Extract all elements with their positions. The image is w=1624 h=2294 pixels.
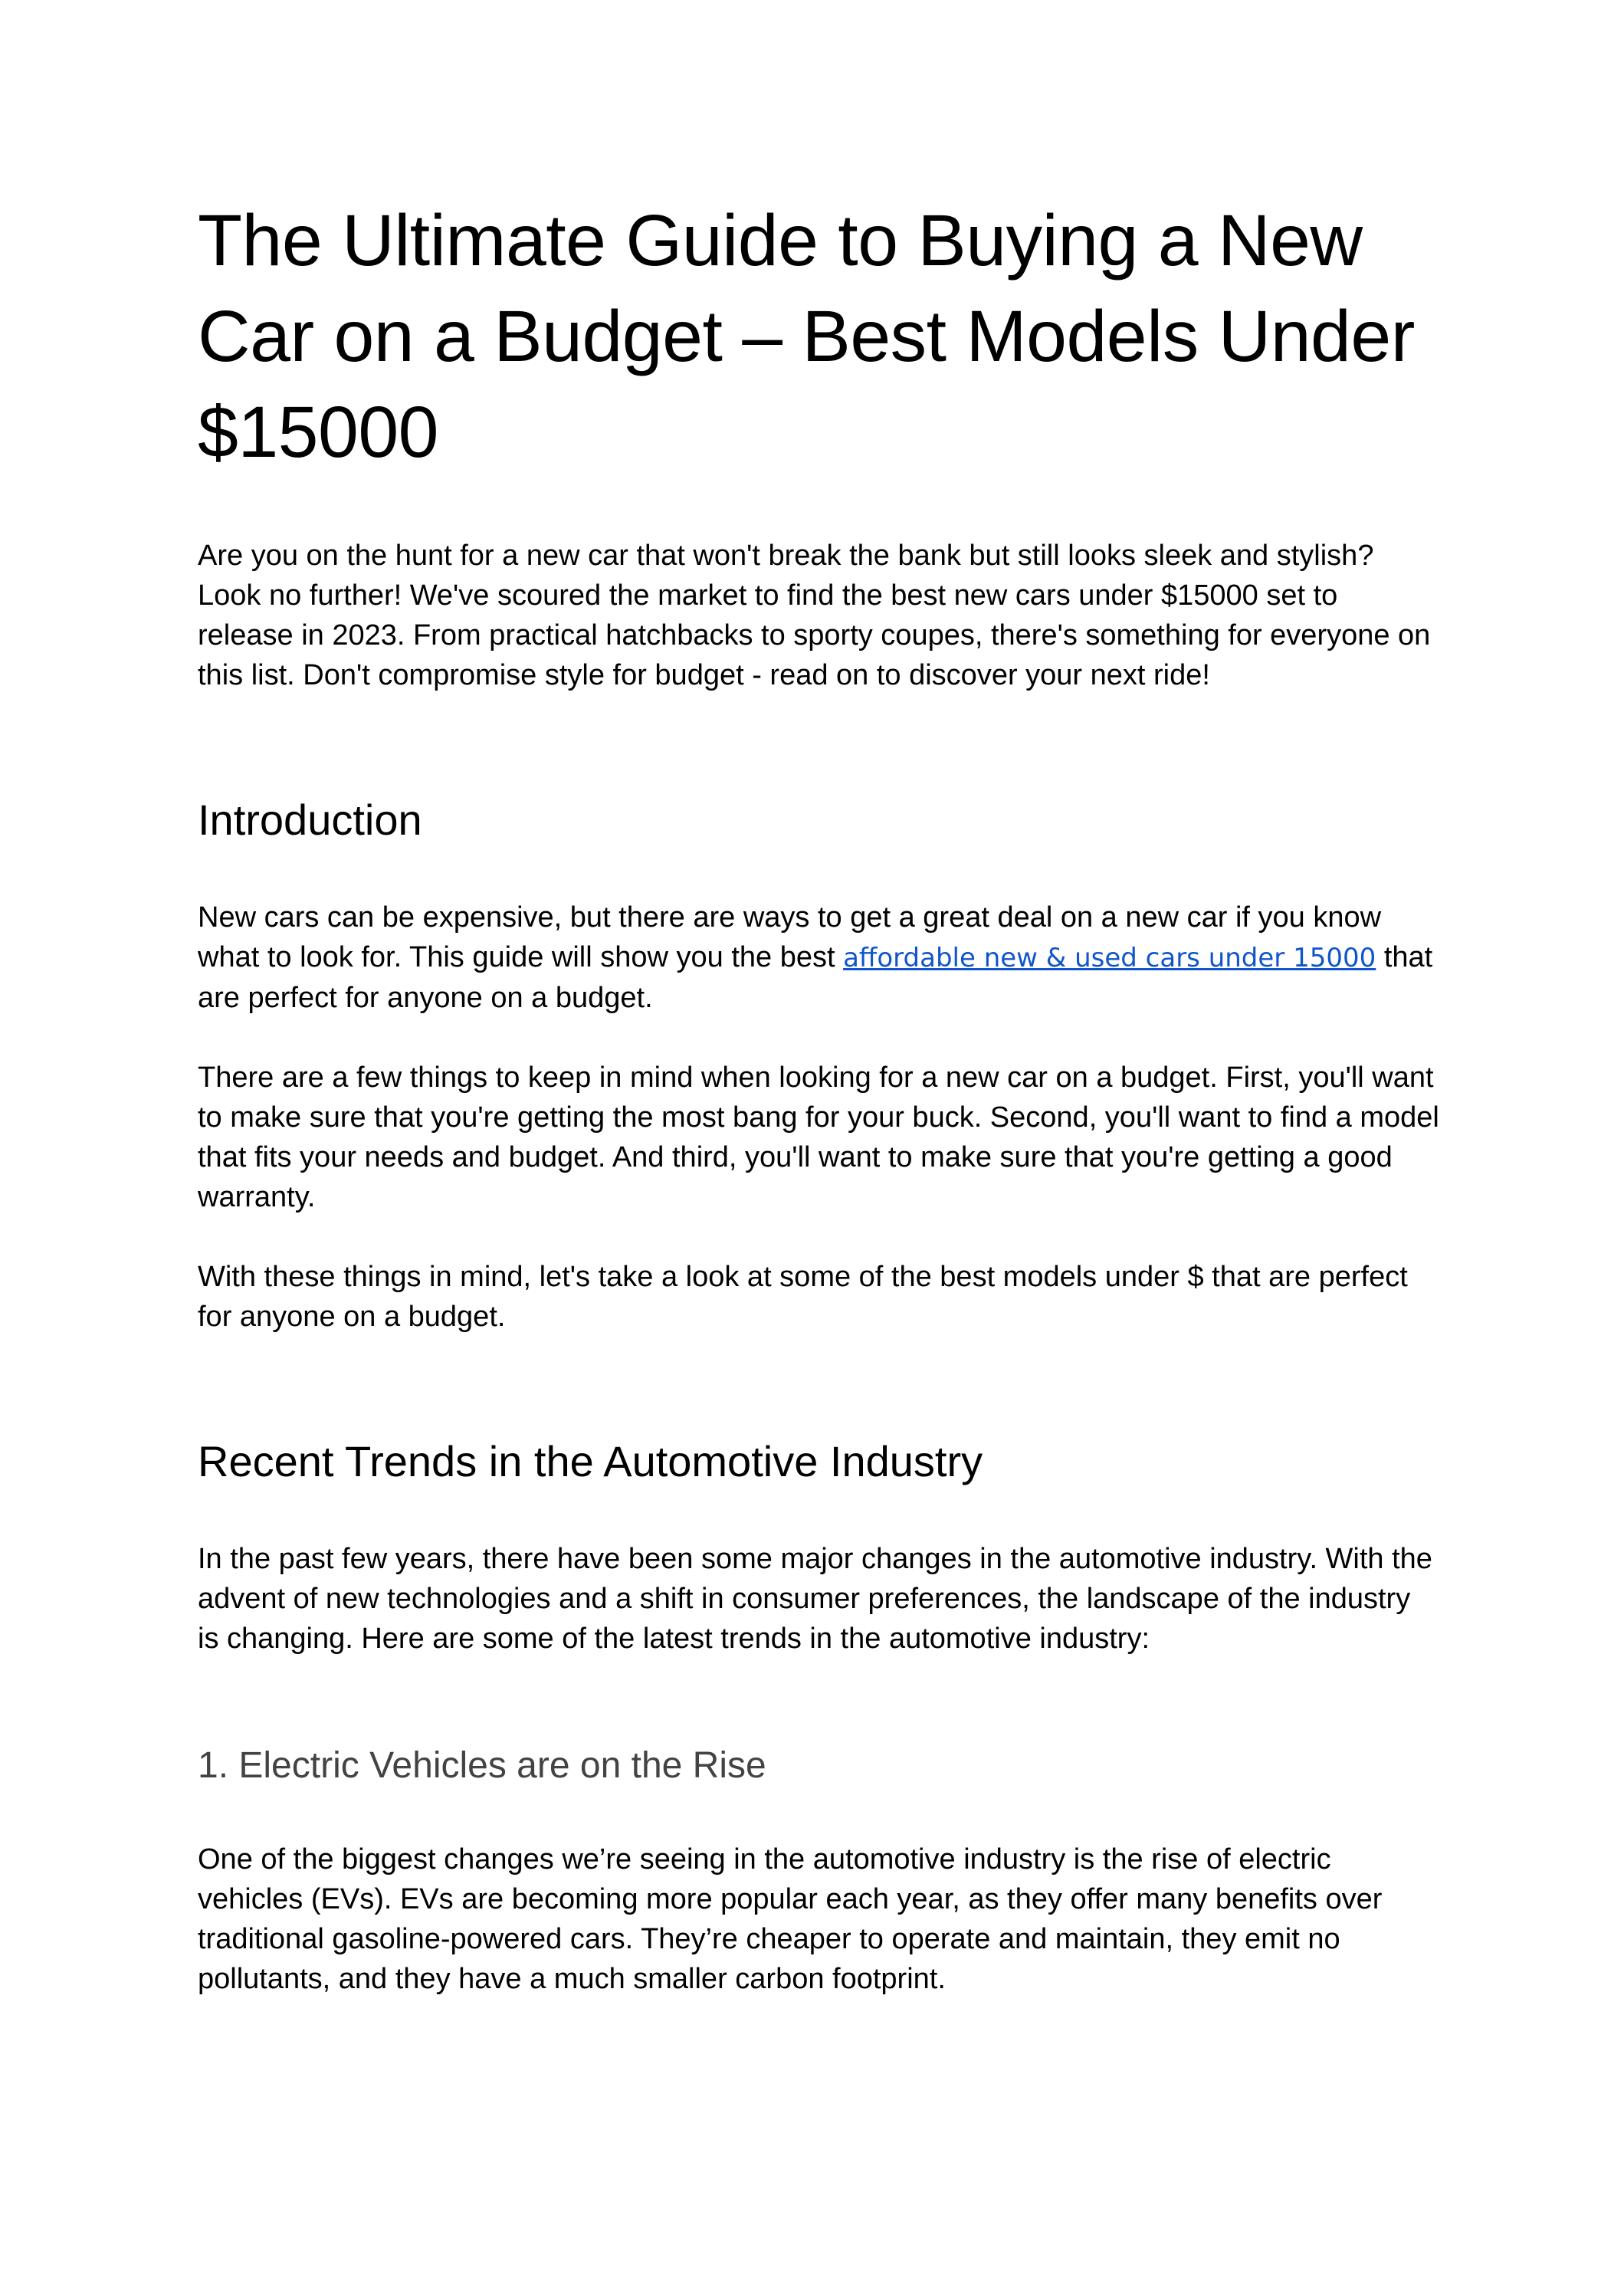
affordable-cars-link[interactable]: affordable new & used cars under 15000	[843, 943, 1376, 973]
trends-heading: Recent Trends in the Automotive Industry	[198, 1437, 983, 1485]
electric-vehicles-heading: 1. Electric Vehicles are on the Rise	[198, 1745, 766, 1786]
electric-vehicles-paragraph: One of the biggest changes we’re seeing in the automotive industry is the rise of electric vehicles (EVs). EVs are becoming more popular each year, as they offer many benefits over traditional gasoline-powered cars. They’re cheaper to operate and maintain, they emit no pollutants, and they have a much smaller carbon footprint.	[198, 1843, 1383, 1995]
introduction-paragraph-2: There are a few things to keep in mind when looking for a new car on a budget. First, you'll want to make sure that you're getting the most bang for your buck. Second, you'll want to find a model that fits your needs and budget. And third, you'll want to make sure that you're getting a good warranty.	[198, 1062, 1439, 1213]
trends-paragraph-1: In the past few years, there have been some major changes in the automotive industry. With the advent of new technologies and a shift in consumer preferences, the landscape of the industry is changing. Here are some of the latest trends in the automotive industry:	[198, 1543, 1432, 1655]
intro-paragraph: Are you on the hunt for a new car that won't break the bank but still looks sleek and stylish? Look no further! We've scoured the market to find the best new cars under $15000 set to release in 2023. From practical hatchbacks to sporty coupes, there's something for everyone on this list. Don't compromise style for budget - read on to discover your next ride!	[198, 540, 1431, 691]
document-title: The Ultimate Guide to Buying a New Car on a Budget – Best Models Under $15000	[198, 200, 1415, 473]
introduction-paragraph-3: With these things in mind, let's take a look at some of the best models under $ that are perfect for anyone on a budget.	[198, 1261, 1408, 1333]
introduction-paragraph-1-end: that are perfect for anyone on a budget.	[198, 941, 1433, 1014]
introduction-heading: Introduction	[198, 796, 422, 844]
document-page	[198, 193, 1439, 1999]
introduction-paragraph-1-start: New cars can be expensive, but there are ways to get a great deal on a new car if you know what to look for. This guide will show you the best	[198, 901, 1382, 973]
introduction-paragraph-1	[198, 898, 1439, 1018]
